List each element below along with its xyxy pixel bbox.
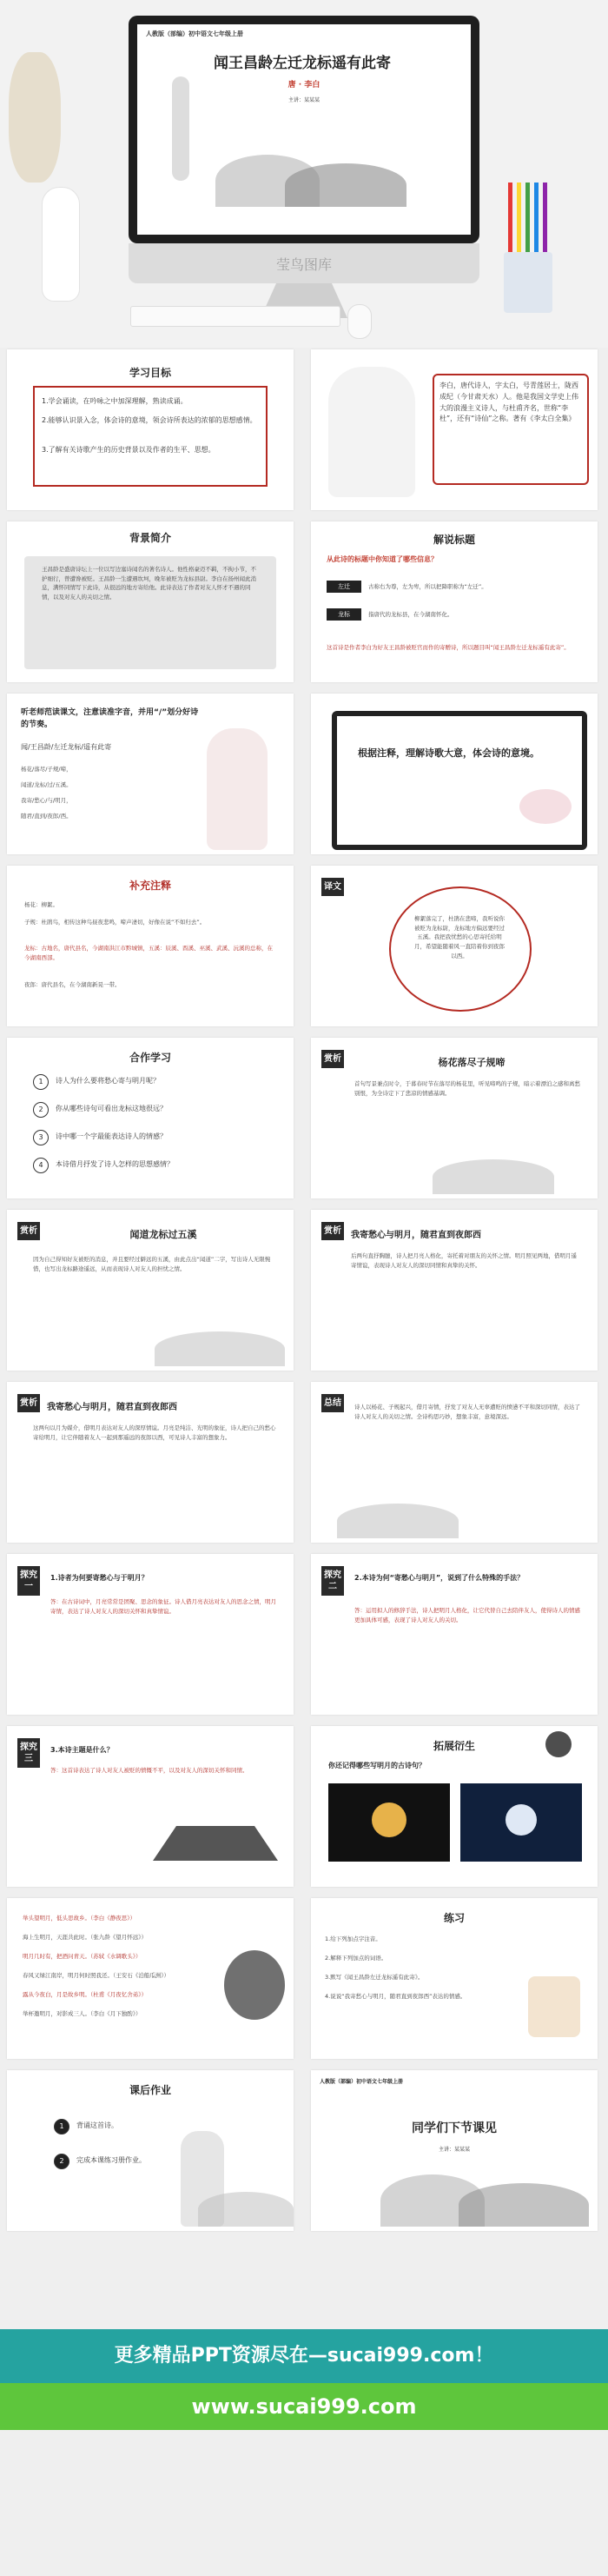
section-label: 总结	[321, 1394, 344, 1412]
mountain-illustration	[155, 1331, 285, 1366]
ink-frame	[332, 711, 587, 850]
cover-title: 闻王昌龄左迁龙标遥有此寄	[214, 55, 391, 72]
goals-frame	[33, 386, 268, 487]
slide-analysis-4	[7, 1382, 294, 1543]
analysis-text: 后两句直抒胸臆，诗人把月亮人格化，寄托着对朋友的关怀之情。明月照见两地，借明月遥寄情谊，表现诗人对友人的深切同情和真挚的关怀。	[351, 1252, 577, 1269]
cover-series: 人教版（部编）初中语文七年级上册	[146, 30, 243, 37]
slide-translation	[311, 866, 598, 1026]
reading-child-illustration	[528, 1976, 580, 2037]
title-summary: 这首诗是作者李白为好友王昌龄被贬官而作的寄赠诗，所以题目叫“闻王昌龄左迁龙标遥有此寄”。	[327, 644, 570, 651]
section-label: 探究三	[17, 1738, 40, 1768]
slide-moon-verses	[7, 1898, 294, 2059]
slide-homework	[7, 2070, 294, 2231]
question-number: 2	[33, 1102, 49, 1118]
author-text: 李白，唐代诗人，字太白，号青莲居士，陇西成纪（今甘肃天水）人。他是我国文学史上伟大的浪漫主义诗人，与杜甫齐名，世称“李杜”，还有“诗仙”之称。著有《李太白全集》	[439, 382, 578, 423]
slide-analysis-1	[311, 1038, 598, 1198]
section-label: 赏析	[17, 1394, 40, 1412]
moon-photo-1	[328, 1783, 450, 1862]
pencil-cup	[504, 252, 552, 313]
section-label: 赏析	[321, 1050, 344, 1068]
slide-title: 练习	[443, 1912, 465, 1924]
slide-summary	[311, 1382, 598, 1543]
slide-title: 解说标题	[433, 534, 475, 546]
lotus-decoration	[519, 789, 572, 824]
ink-decoration	[545, 1731, 572, 1757]
task-number: 1	[54, 2119, 69, 2134]
lady-figure	[207, 728, 268, 850]
question-text: 诗中哪一个字最能表达诗人的情感？	[56, 1132, 167, 1140]
question-number: 4	[33, 1158, 49, 1173]
practice-item: 4.说说“我寄愁心与明月，随君直到夜郎西”表达的情感。	[325, 1993, 466, 2000]
poem-line: 随君/直到/夜郎/西。	[21, 813, 72, 820]
slide-author	[311, 349, 598, 510]
analysis-text: 因为自己得知好友被贬的消息，并且要经过僻远的五溪，由此点出“闻道”二字，写出诗人无限惋惜，也写出龙标路途遥远，从而表现诗人对友人的担忧之情。	[33, 1256, 271, 1272]
question-number: 1	[33, 1074, 49, 1090]
slide-title: 背景简介	[129, 532, 171, 544]
understand-text: 根据注释，理解诗歌大意，体会诗的意境。	[358, 747, 539, 759]
slide-explore-3	[7, 1726, 294, 1887]
site-link[interactable]: www.sucai999.com	[0, 2383, 608, 2430]
slide-ending	[311, 2070, 598, 2231]
slide-title: 合作学习	[129, 1052, 171, 1064]
scroll-frame	[24, 556, 276, 669]
cover-screen	[137, 24, 471, 235]
translation-text: 柳絮落完了，杜鹃在悲啼，我听说你被贬为龙标尉，龙标地方偏远要经过五溪。我把我忧愁的心思寄托给明月，希望能随着风一直陪着你到夜郎以西。	[414, 915, 505, 959]
cover-hero	[0, 0, 608, 348]
mountain-illustration	[198, 2192, 294, 2227]
practice-item: 1.给下列加点字注音。	[325, 1935, 381, 1942]
vase-decoration	[42, 187, 80, 302]
question-text: 你从哪些诗句可看出龙标这地很远？	[56, 1105, 167, 1112]
slide-analysis-3	[311, 1210, 598, 1371]
ending-title: 同学们下节课见	[412, 2121, 497, 2135]
slide-title: 补充注释	[129, 880, 171, 892]
explore-question: 3.本诗主题是什么？	[50, 1746, 114, 1754]
slide-notes	[7, 866, 294, 1026]
verse-item: 明月几时有，把酒问青天。（苏轼《水调歌头》）	[23, 1953, 142, 1960]
practice-item: 2.解释下列加点的词语。	[325, 1955, 387, 1962]
slide-title: 闻道龙标过五溪	[129, 1229, 197, 1240]
scholar-figure	[172, 76, 189, 181]
task-text: 完成本课练习册作业。	[76, 2156, 146, 2164]
slide-explore-1	[7, 1554, 294, 1715]
slide-title: 我寄愁心与明月，随君直到夜郎西	[351, 1231, 481, 1240]
verse-item: 举头望明月，低头思故乡。（李白《静夜思》）	[23, 1915, 135, 1922]
promo-banner: 更多精品PPT资源尽在—sucai999.com！	[0, 2329, 608, 2383]
explore-question: 2.本诗为何“寄愁心与明月”，说到了什么特殊的手法？	[354, 1574, 525, 1582]
tag-zuoqian: 左迁	[327, 581, 361, 593]
tag-text: 古称右为尊，左为卑，所以把降职称为“左迁”。	[368, 583, 487, 590]
question-number: 3	[33, 1130, 49, 1145]
verse-item: 春风又绿江南岸，明月何时照我还。（王安石《泊船瓜洲》）	[23, 1972, 169, 1979]
slide-title-explain	[311, 521, 598, 682]
watermark-text: 莹鸟图库	[275, 256, 332, 273]
pencil-blue	[534, 183, 539, 252]
section-label: 赏析	[321, 1222, 344, 1240]
cover-presenter: 主讲：某某某	[287, 97, 320, 103]
pencil-purple	[543, 183, 547, 252]
mountain-illustration	[459, 2183, 589, 2227]
slide-analysis-2	[7, 1210, 294, 1371]
practice-item: 3.默写《闻王昌龄左迁龙标遥有此寄》。	[325, 1974, 424, 1981]
pencil-red	[508, 183, 512, 252]
slide-title: 拓展衍生	[433, 1740, 475, 1752]
monitor	[129, 16, 479, 243]
ending-presenter: 主讲：某某某	[438, 2147, 470, 2153]
note-item: 夜郎：唐代县名，在今湖南新晃一带。	[24, 981, 121, 988]
task-number: 2	[54, 2154, 69, 2169]
slide-explore-2	[311, 1554, 598, 1715]
goal-item: 2.能够认识景入念，体会诗的意境，领会诗所表达的浓郁的思想感情。	[42, 416, 257, 424]
slide-reading	[7, 694, 294, 854]
goal-item: 3.了解有关诗歌产生的历史背景以及作者的生平、思想。	[42, 446, 215, 454]
branch-decoration	[9, 52, 61, 183]
mountain-illustration	[285, 163, 406, 207]
keyboard	[130, 306, 340, 327]
author-frame	[433, 374, 589, 485]
analysis-text: 这两句以月为媒介，借明月表达对友人的深厚情谊。月亮是纯洁、光明的象征，诗人把自己的愁心寄给明月，让它伴随着友人一起到那遥远的夜郎以西，可见诗人丰富的想象力。	[33, 1424, 276, 1441]
poem-line: 闻道/龙标/过/五溪。	[21, 781, 72, 788]
explore-answer: 答：运用拟人的修辞手法，诗人把明月人格化，让它代替自己去陪伴友人，使得诗人的情感更加具体可感，表现了诗人对友人的关切。	[354, 1607, 580, 1623]
slide-cooperate	[7, 1038, 294, 1198]
tag-longbiao: 龙标	[327, 608, 361, 621]
extension-question: 你还记得哪些写明月的古诗句？	[328, 1762, 426, 1769]
title-question: 从此诗的标题中你知道了哪些信息？	[327, 555, 438, 563]
note-item: 杨花：柳絮。	[24, 901, 58, 908]
note-item: 子规：杜鹃鸟，相传这种鸟昼夜悲鸣，啼声凄切，好像在说“不如归去”。	[24, 919, 206, 926]
goal-item: 1.学会诵读，在吟咏之中加深理解，熟读成诵。	[42, 397, 188, 405]
tag-text: 指唐代的龙标县，在今湖南怀化。	[368, 611, 453, 618]
verse-item: 露从今夜白，月是故乡明。（杜甫《月夜忆舍弟》）	[23, 1991, 147, 1998]
analysis-text: 首句写景兼点时令，于暮春时节在落尽的杨花里，听见啼鸣的子规，暗示着漂泊之感和离愁别恨，为全诗定下了悲凉的情感基调。	[354, 1080, 580, 1097]
slide-background	[7, 521, 294, 682]
slide-title: 我寄愁心与明月，随君直到夜郎西	[47, 1403, 177, 1412]
mountain-illustration	[337, 1504, 459, 1538]
summary-text: 诗人以杨花、子规起兴，借月寄情，抒发了对友人无辜遭贬的愤懑不平和深切同情，表达了诗人对友人的关切之情。全诗构思巧妙，想象丰富，意境深远。	[354, 1404, 580, 1420]
libai-portrait	[328, 367, 415, 497]
slide-practice	[311, 1898, 598, 2059]
slide-title: 杨花落尽子规啼	[438, 1057, 506, 1068]
poem-line: 我寄/愁心/与/明月，	[21, 797, 72, 804]
pavilion-illustration	[137, 1817, 294, 1861]
slide-title: 学习目标	[129, 367, 171, 379]
brush-decoration	[224, 1950, 285, 2020]
monitor-chin	[129, 243, 479, 283]
verse-item: 海上生明月，天涯共此时。（张九龄《望月怀远》）	[23, 1934, 147, 1941]
slide-extension	[311, 1726, 598, 1887]
section-label: 探究一	[17, 1566, 40, 1596]
pencil-green	[525, 183, 530, 252]
question-text: 诗人为什么要将愁心寄与明月呢？	[56, 1077, 160, 1085]
task-text: 背诵这首诗。	[76, 2121, 118, 2129]
question-text: 本诗借月抒发了诗人怎样的思想感情？	[56, 1160, 174, 1168]
ending-series: 人教版（部编）初中语文七年级上册	[320, 2079, 404, 2085]
pencil-yellow	[517, 183, 521, 252]
poem-title: 闻/王昌龄/左迁龙标/遥有此寄	[21, 743, 112, 751]
slide-title: 课后作业	[129, 2084, 171, 2096]
reading-instruction: 听老师范读课文，注意读准字音，并用“/”划分好诗的节奏。	[21, 708, 199, 729]
mouse	[347, 304, 372, 339]
mountain-illustration	[433, 1159, 554, 1194]
section-label: 译文	[321, 878, 344, 896]
poem-line: 杨花/落尽/子规/啼，	[21, 766, 72, 773]
explore-question: 1.诗者为何要寄愁心与于明月？	[50, 1574, 149, 1582]
moon-photo-2	[460, 1783, 582, 1862]
explore-answer: 答：在古诗词中，月亮常常是团聚、思念的象征。诗人借月亮表达对友人的思念之情，明月寄情，表达了诗人对友人的深切关怀和真挚情谊。	[50, 1598, 276, 1615]
verse-item: 举杯邀明月，对影成三人。（李白《月下独酌》）	[23, 2010, 142, 2017]
cover-author: 唐 · 李白	[287, 81, 321, 90]
note-item: 龙标：古地名，唐代县名，今湖南洪江市黔城镇，五溪：辰溪、酉溪、巫溪、武溪、沅溪的总称，在今湖南西部。	[24, 945, 273, 961]
section-label: 探究二	[321, 1566, 344, 1596]
explore-answer: 答：这首诗表达了诗人对友人被贬的愤慨不平，以及对友人的深切关怀和同情。	[50, 1767, 248, 1774]
section-label: 赏析	[17, 1222, 40, 1240]
background-text: 王昌龄是盛唐诗坛上一位以写边塞诗闻名的著名诗人。他性格豪迈不羁，不拘小节，不护细行，曾遭谗被贬。王昌龄一生遭遇坎坷，晚年被贬为龙标县尉。李白在扬州闻此消息，满怀同情写下此诗，从很远的地方寄给他。此诗表达了作者对友人怀才不遇的同情，以及对友人的关切之情。	[42, 566, 256, 601]
slide-learning-goals	[7, 349, 294, 510]
slide-understand	[311, 694, 598, 854]
